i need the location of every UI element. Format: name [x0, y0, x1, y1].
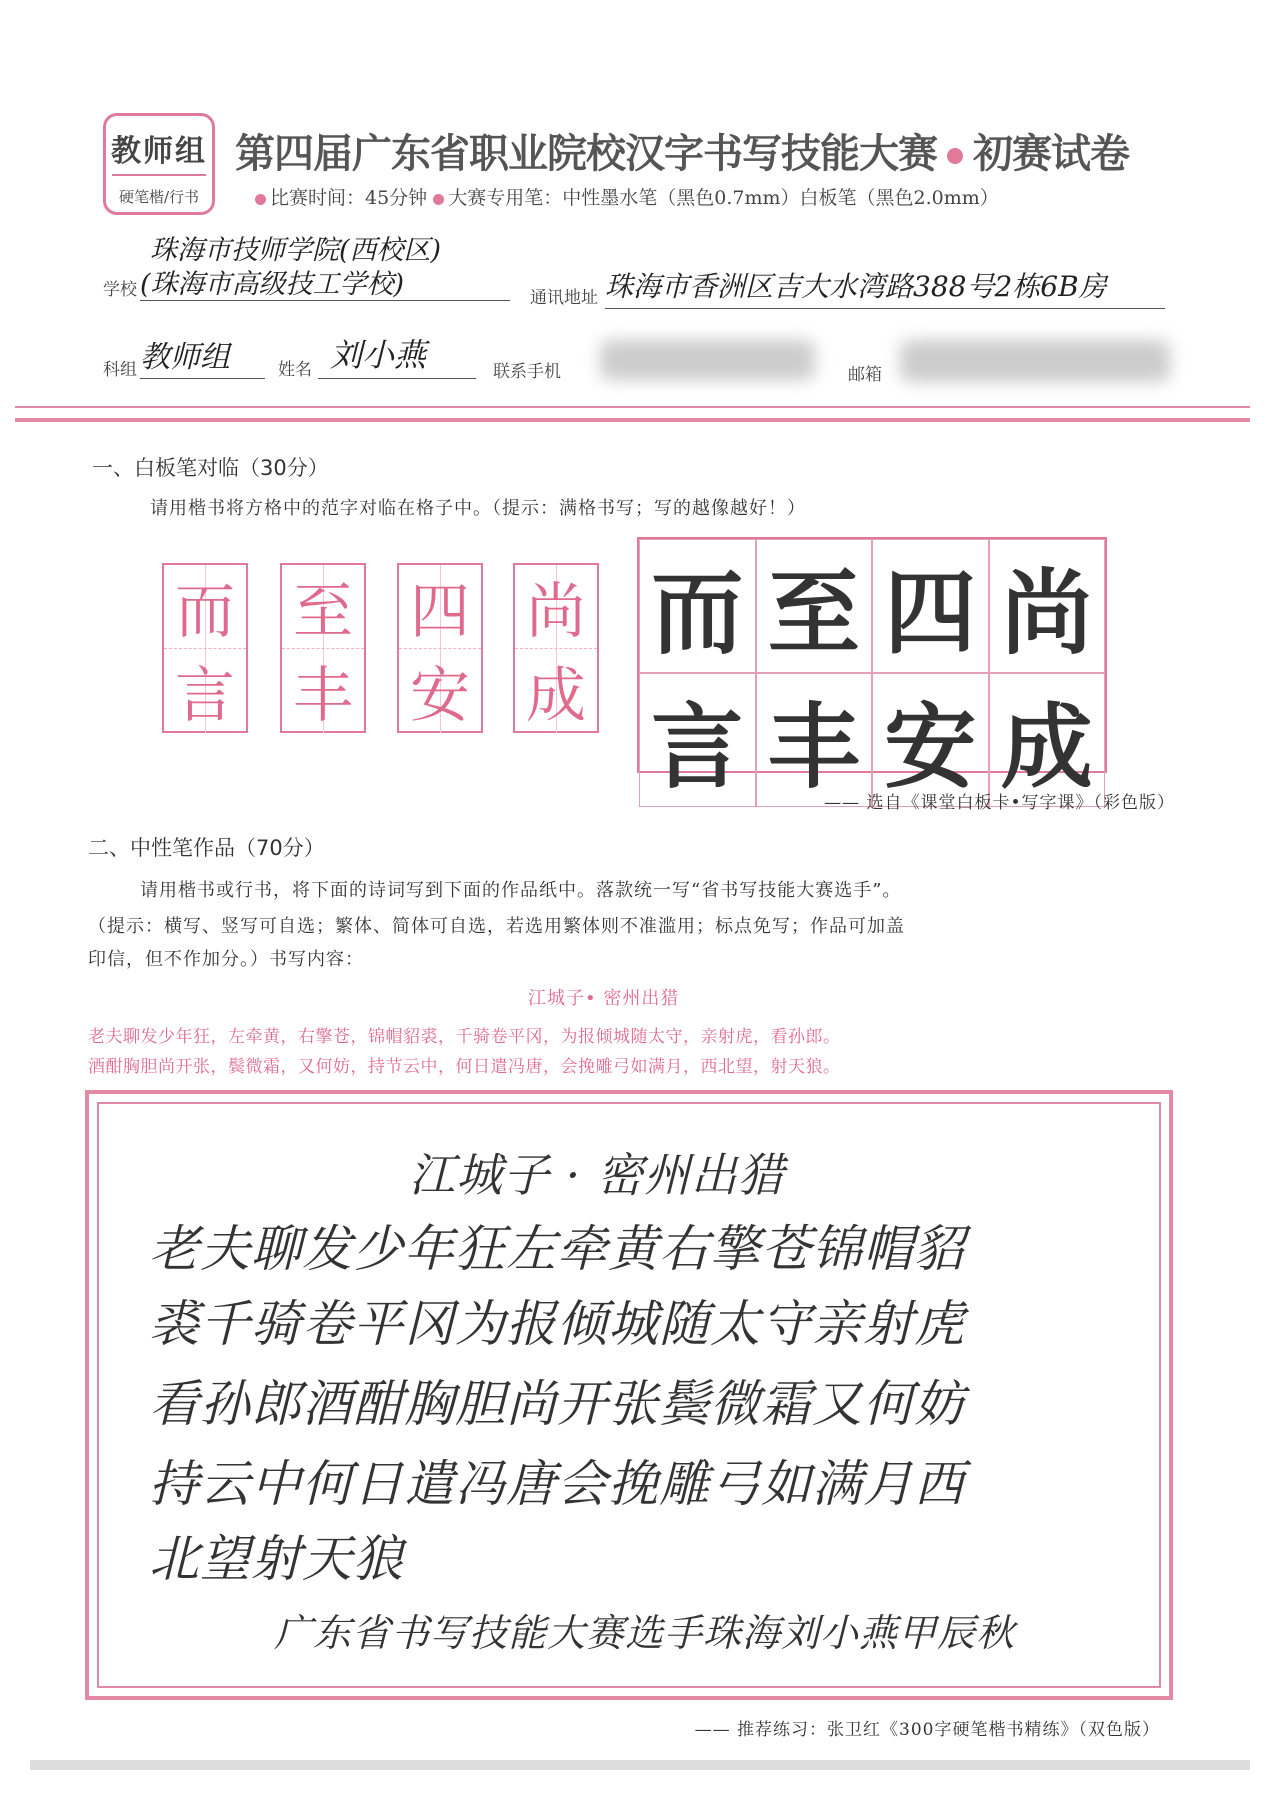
address-label: 通讯地址 — [530, 288, 598, 308]
badge-group: 教师组 — [111, 134, 207, 169]
page-title — [235, 122, 1129, 179]
work-paper — [85, 1090, 1173, 1700]
school-value-2: (珠海市高级技工学校) — [140, 269, 405, 300]
written-char: 安 — [872, 673, 989, 807]
phone-redacted — [600, 340, 815, 380]
poem-line: 老夫聊发少年狂，左牵黄，右擎苍，锦帽貂裘，千骑卷平冈，为报倾城随太守，亲射虎，看孙郎。 — [88, 1027, 841, 1047]
section2-heading: 二、中性笔作品（70分） — [88, 836, 325, 860]
copy-box — [397, 563, 483, 733]
bullet-icon — [433, 194, 444, 205]
footer-recommend: —— 推荐练习：张卫红《300字硬笔楷书精练》（双色版） — [694, 1720, 1160, 1740]
model-char: 成 — [515, 649, 597, 733]
section2-instruction: 请用楷书或行书，将下面的诗词写到下面的作品纸中。落款统一写“省书写技能大赛选手”。 — [140, 880, 902, 901]
email-redacted — [900, 340, 1170, 382]
group-label: 科组 — [103, 360, 137, 380]
email-label: 邮箱 — [848, 365, 882, 385]
writing-grid — [637, 537, 1107, 801]
section2-instruction: 印信，但不作加分。）书写内容： — [88, 949, 364, 970]
divider — [112, 174, 206, 176]
written-char: 而 — [639, 539, 756, 673]
written-char: 四 — [872, 539, 989, 673]
model-char: 四 — [399, 565, 481, 649]
bullet-icon — [947, 148, 963, 164]
divider — [15, 418, 1250, 422]
work-line: 裘千骑卷平冈为报倾城随太守亲射虎 — [149, 1295, 965, 1353]
work-title: 江城子 · 密州出猎 — [409, 1148, 785, 1202]
time-info: 比赛时间：45分钟 — [270, 187, 428, 209]
copy-box — [280, 563, 366, 733]
phone-label: 联系手机 — [493, 362, 561, 382]
model-char: 言 — [164, 649, 246, 733]
group-value: 教师组 — [140, 340, 230, 375]
model-char: 安 — [399, 649, 481, 733]
school-value-1: 珠海市技师学院(西校区) — [150, 235, 442, 266]
name-label: 姓名 — [278, 360, 312, 380]
divider — [15, 406, 1250, 408]
scan-edge — [30, 1760, 1250, 1770]
model-char: 尚 — [515, 565, 597, 649]
written-char: 成 — [989, 673, 1106, 807]
name-value: 刘小燕 — [330, 336, 427, 374]
work-line: 看孙郎酒酣胸胆尚开张鬓微霜又何妨 — [149, 1375, 965, 1433]
section1-source: —— 选自《课堂白板卡•写字课》（彩色版） — [824, 793, 1175, 813]
group-field[interactable] — [140, 378, 265, 379]
poem-title: 江城子• 密州出猎 — [528, 988, 680, 1009]
work-signature: 广东省书写技能大赛选手珠海刘小燕甲辰秋 — [274, 1611, 1016, 1655]
name-field[interactable] — [318, 378, 476, 379]
work-line: 北望射天狼 — [149, 1530, 404, 1588]
copy-box — [162, 563, 248, 733]
written-char: 丰 — [756, 673, 873, 807]
subtitle — [255, 183, 999, 210]
written-char: 至 — [756, 539, 873, 673]
written-char: 尚 — [989, 539, 1106, 673]
title-main: 第四届广东省职业院校汉字书写技能大赛 — [235, 131, 937, 177]
address-field[interactable] — [605, 308, 1165, 309]
title-suffix: 初赛试卷 — [973, 131, 1129, 177]
model-char: 丰 — [282, 649, 364, 733]
section1-instruction: 请用楷书将方格中的范字对临在格子中。（提示：满格书写；写的越像越好！） — [150, 498, 806, 519]
model-char: 至 — [282, 565, 364, 649]
section2-instruction: （提示：横写、竖写可自选；繁体、简体可自选，若选用繁体则不准滥用；标点免写；作品可加盖 — [88, 916, 905, 937]
address-value: 珠海市香洲区吉大水湾路388号2栋6B房 — [605, 270, 1107, 303]
poem-line: 酒酣胸胆尚开张，鬓微霜，又何妨，持节云中，何日遣冯唐，会挽雕弓如满月，西北望，射天狼。 — [88, 1057, 841, 1077]
pen-info: 大赛专用笔：中性墨水笔（黑色0.7mm）白板笔（黑色2.0mm） — [448, 187, 999, 209]
group-badge — [103, 113, 215, 215]
work-line: 持云中何日遣冯唐会挽雕弓如满月西 — [149, 1455, 965, 1513]
badge-style: 硬笔楷/行书 — [118, 188, 200, 206]
work-line: 老夫聊发少年狂左牵黄右擎苍锦帽貂 — [149, 1220, 965, 1278]
copy-box — [513, 563, 599, 733]
written-char: 言 — [639, 673, 756, 807]
model-char: 而 — [164, 565, 246, 649]
bullet-icon — [255, 194, 266, 205]
school-label: 学校 — [103, 280, 137, 300]
section1-heading: 一、白板笔对临（30分） — [92, 456, 329, 480]
